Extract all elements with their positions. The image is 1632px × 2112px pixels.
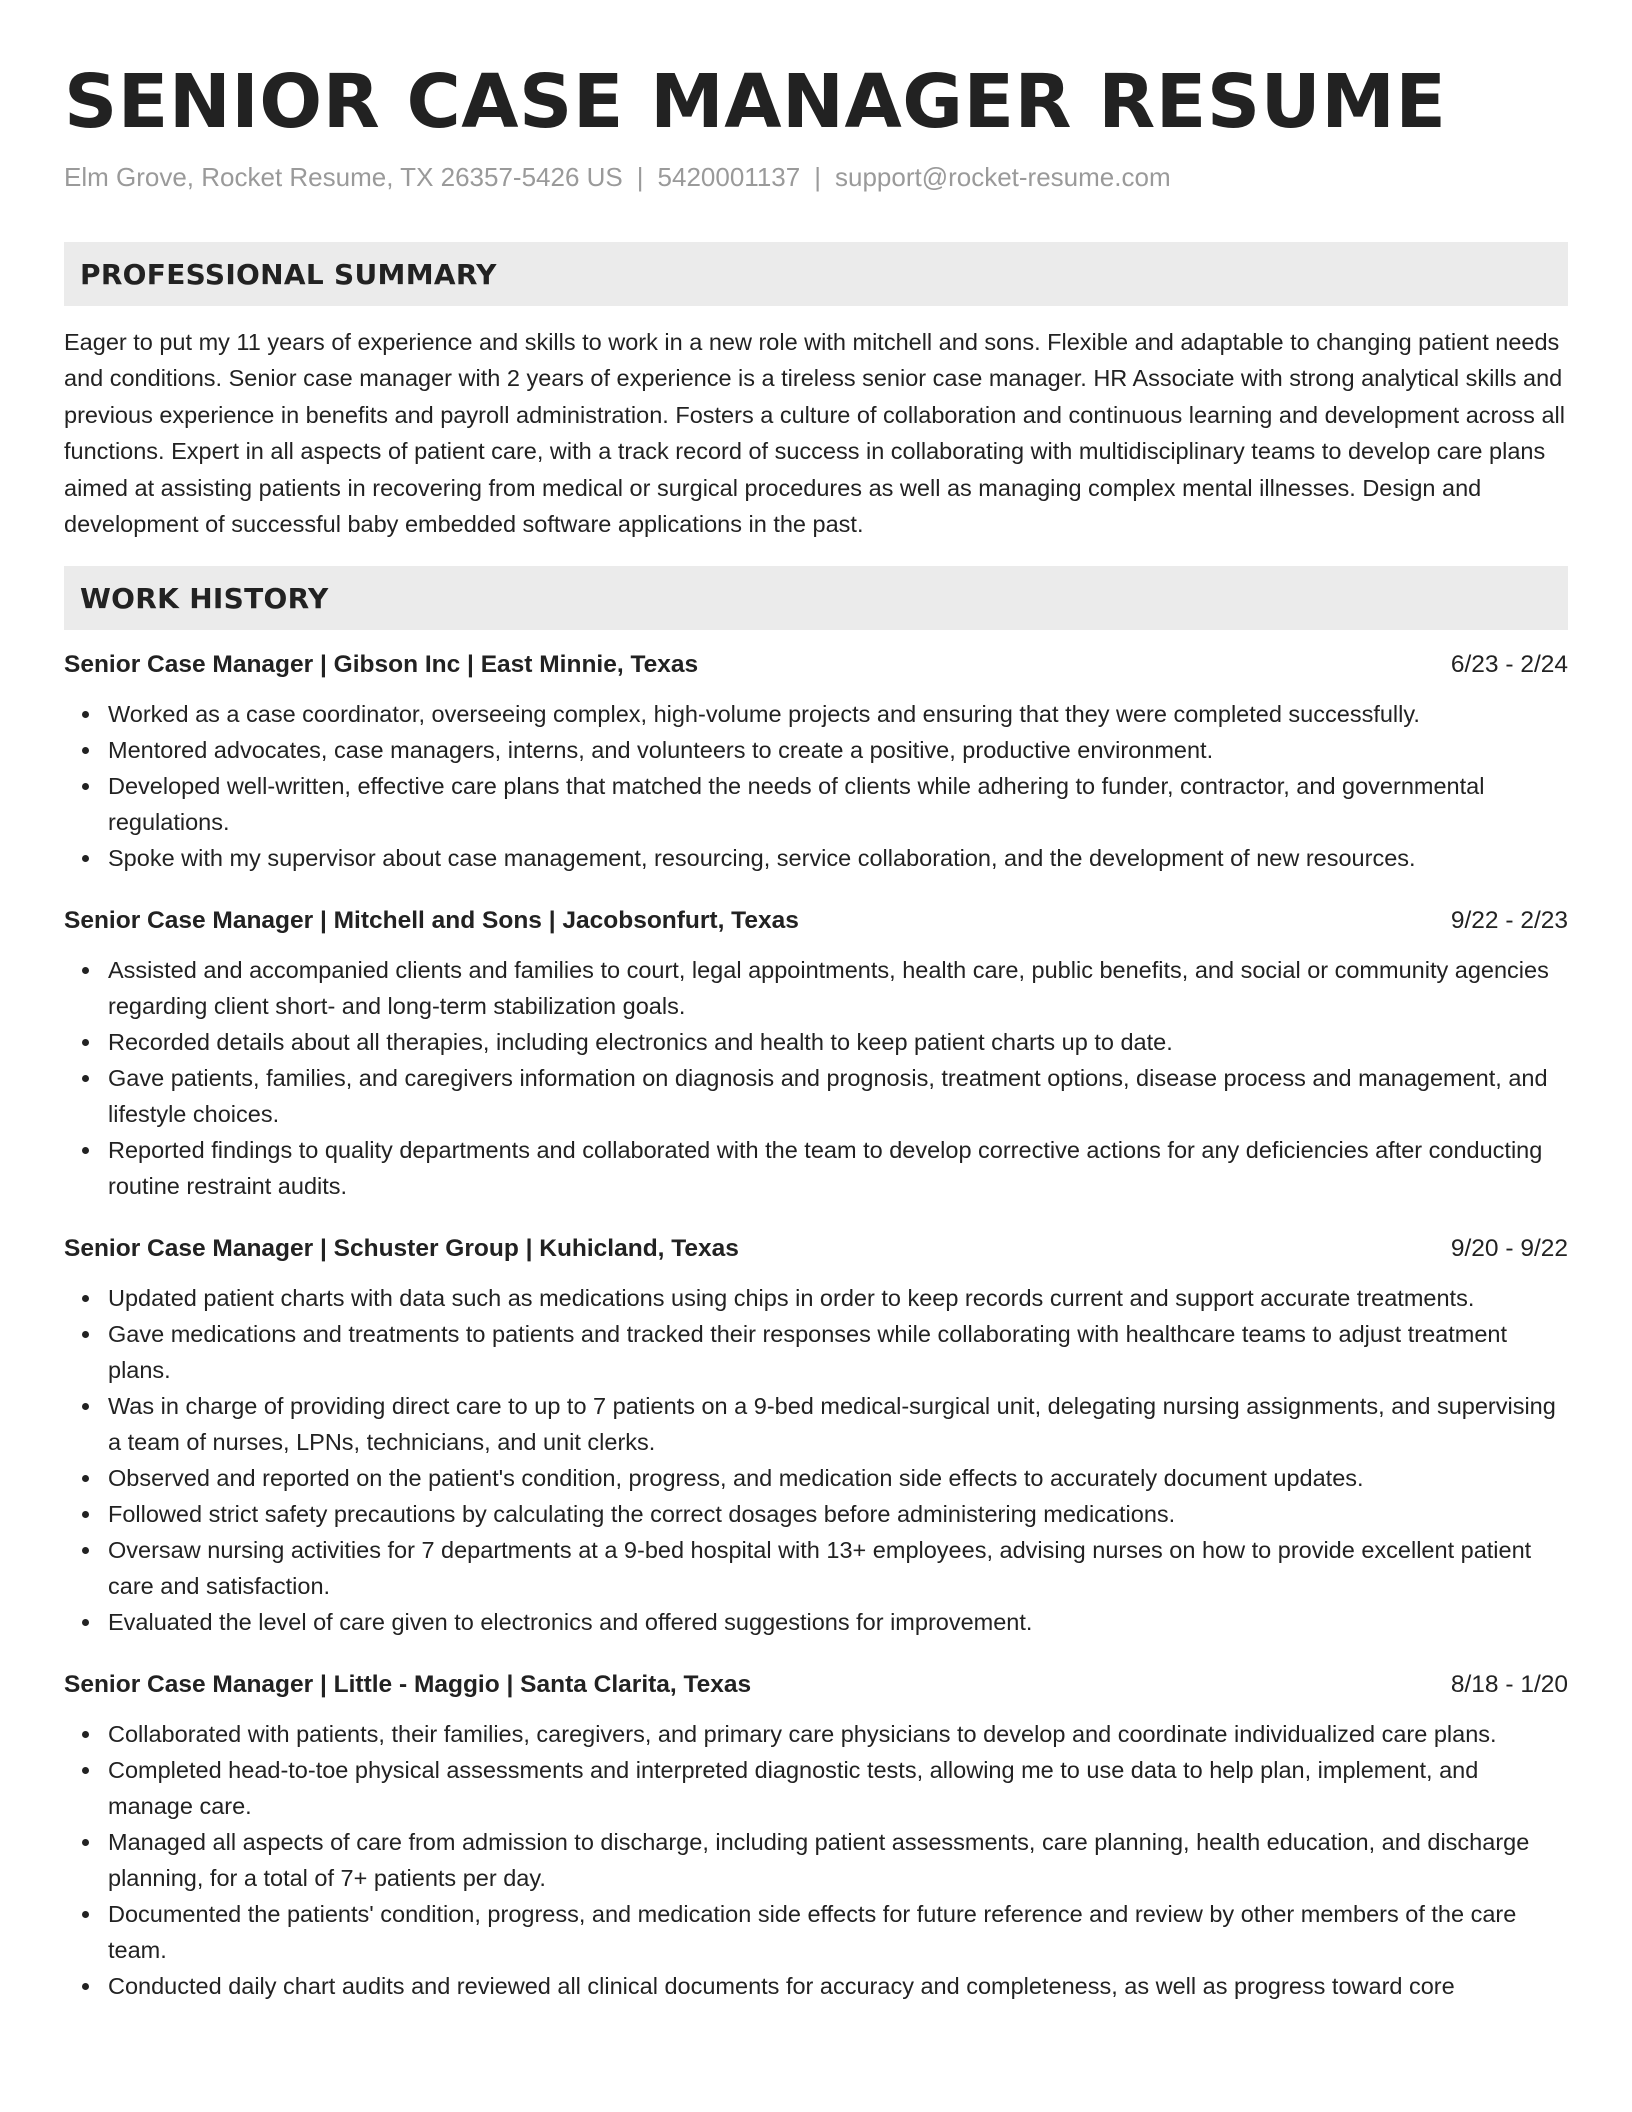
job-entry xyxy=(64,648,1568,876)
contact-line xyxy=(64,160,1568,194)
bullet-item: Recorded details about all therapies, including electronics and health to keep patient charts up to date. xyxy=(108,1024,1568,1060)
bullet-item: Completed head-to-toe physical assessments and interpreted diagnostic tests, allowing me to use data to help plan, implement, and manage care. xyxy=(108,1752,1568,1824)
bullet-item: Collaborated with patients, their families, caregivers, and primary care physicians to develop and coordinate individualized care plans. xyxy=(108,1716,1568,1752)
job-bullets xyxy=(64,952,1568,1204)
job-entry xyxy=(64,1668,1568,2004)
job-title: Senior Case Manager | Gibson Inc | East Minnie, Texas xyxy=(64,651,699,679)
contact-email: support@rocket-resume.com xyxy=(834,162,1171,192)
bullet-item: Reported findings to quality departments and collaborated with the team to develop corrective actions for any deficiencies after conducting routine restraint audits. xyxy=(108,1132,1568,1204)
bullet-item: Followed strict safety precautions by calculating the correct dosages before administering medications. xyxy=(108,1496,1568,1532)
bullet-item: Updated patient charts with data such as medications using chips in order to keep records current and support accurate treatments. xyxy=(108,1280,1568,1316)
job-entry xyxy=(64,1232,1568,1640)
work-history-section xyxy=(64,566,1568,2004)
job-header xyxy=(64,648,1568,682)
contact-separator: | xyxy=(636,162,644,192)
job-title: Senior Case Manager | Little - Maggio | Santa Clarita, Texas xyxy=(64,1671,752,1699)
bullet-item: Conducted daily chart audits and reviewed all clinical documents for accuracy and completeness, as well as progress toward core xyxy=(108,1968,1568,2004)
job-dates: 6/23 - 2/24 xyxy=(1450,651,1568,679)
job-bullets xyxy=(64,1716,1568,2004)
job-dates: 8/18 - 1/20 xyxy=(1450,1671,1568,1699)
bullet-item: Spoke with my supervisor about case management, resourcing, service collaboration, and the development of new resources. xyxy=(108,840,1568,876)
resume-title: SENIOR CASE MANAGER RESUME xyxy=(64,59,1447,145)
contact-separator: | xyxy=(814,162,821,192)
bullet-item: Gave medications and treatments to patients and tracked their responses while collaborating with healthcare teams to adjust treatment plans. xyxy=(108,1316,1568,1388)
section-heading-work-history: WORK HISTORY xyxy=(64,566,1568,630)
bullet-item: Was in charge of providing direct care to up to 7 patients on a 9-bed medical-surgical unit, delegating nursing assignments, and supervising a team of nurses, LPNs, technicians, and unit clerks. xyxy=(108,1388,1568,1460)
job-header xyxy=(64,904,1568,938)
bullet-item: Assisted and accompanied clients and families to court, legal appointments, health care, public benefits, and social or community agencies regarding client short- and long-term stabilization goals. xyxy=(108,952,1568,1024)
contact-phone: 5420001137 xyxy=(657,162,801,192)
job-header xyxy=(64,1668,1568,1702)
summary-text: Eager to put my 11 years of experience and skills to work in a new role with mitchell and sons. Flexible and adaptable to changing patient needs and conditions. Senior case manager with 2 years of experience is a tireless senior case manager. HR Associate with strong analytical skills and previous experience in benefits and payroll administration. Fosters a culture of collaboration and continuous learning and development across all functions. Expert in all aspects of patient care, with a track record of success in collaborating with multidisciplinary teams to develop care plans aimed at assisting patients in recovering from medical or surgical procedures as well as managing complex mental illnesses. Design and development of successful baby embedded software applications in the past. xyxy=(64,329,1565,538)
job-dates: 9/22 - 2/23 xyxy=(1450,907,1568,935)
bullet-item: Gave patients, families, and caregivers information on diagnosis and prognosis, treatment options, disease process and management, and lifestyle choices. xyxy=(108,1060,1568,1132)
job-header xyxy=(64,1232,1568,1266)
job-bullets xyxy=(64,696,1568,876)
bullet-item: Worked as a case coordinator, overseeing complex, high-volume projects and ensuring that they were completed successfully. xyxy=(108,696,1568,732)
job-bullets xyxy=(64,1280,1568,1640)
job-title: Senior Case Manager | Schuster Group | Kuhicland, Texas xyxy=(64,1235,739,1263)
job-dates: 9/20 - 9/22 xyxy=(1450,1235,1568,1263)
job-entry xyxy=(64,904,1568,1204)
bullet-item: Evaluated the level of care given to electronics and offered suggestions for improvement. xyxy=(108,1604,1568,1640)
bullet-item: Observed and reported on the patient's condition, progress, and medication side effects to accurately document updates. xyxy=(108,1460,1568,1496)
professional-summary-section xyxy=(64,242,1568,542)
bullet-item: Mentored advocates, case managers, interns, and volunteers to create a positive, productive environment. xyxy=(108,732,1568,768)
bullet-item: Developed well-written, effective care plans that matched the needs of clients while adhering to funder, contractor, and governmental regulations. xyxy=(108,768,1568,840)
resume-page xyxy=(64,56,1568,2004)
bullet-item: Documented the patients' condition, progress, and medication side effects for future reference and review by other members of the care team. xyxy=(108,1896,1568,1968)
section-heading-summary: PROFESSIONAL SUMMARY xyxy=(64,242,1568,306)
bullet-item: Oversaw nursing activities for 7 departments at a 9-bed hospital with 13+ employees, advising nurses on how to provide excellent patient care and satisfaction. xyxy=(108,1532,1568,1604)
job-title: Senior Case Manager | Mitchell and Sons | Jacobsonfurt, Texas xyxy=(64,907,799,935)
contact-address: Elm Grove, Rocket Resume, TX 26357-5426 US xyxy=(64,162,623,192)
bullet-item: Managed all aspects of care from admission to discharge, including patient assessments, care planning, health education, and discharge planning, for a total of 7+ patients per day. xyxy=(108,1824,1568,1896)
